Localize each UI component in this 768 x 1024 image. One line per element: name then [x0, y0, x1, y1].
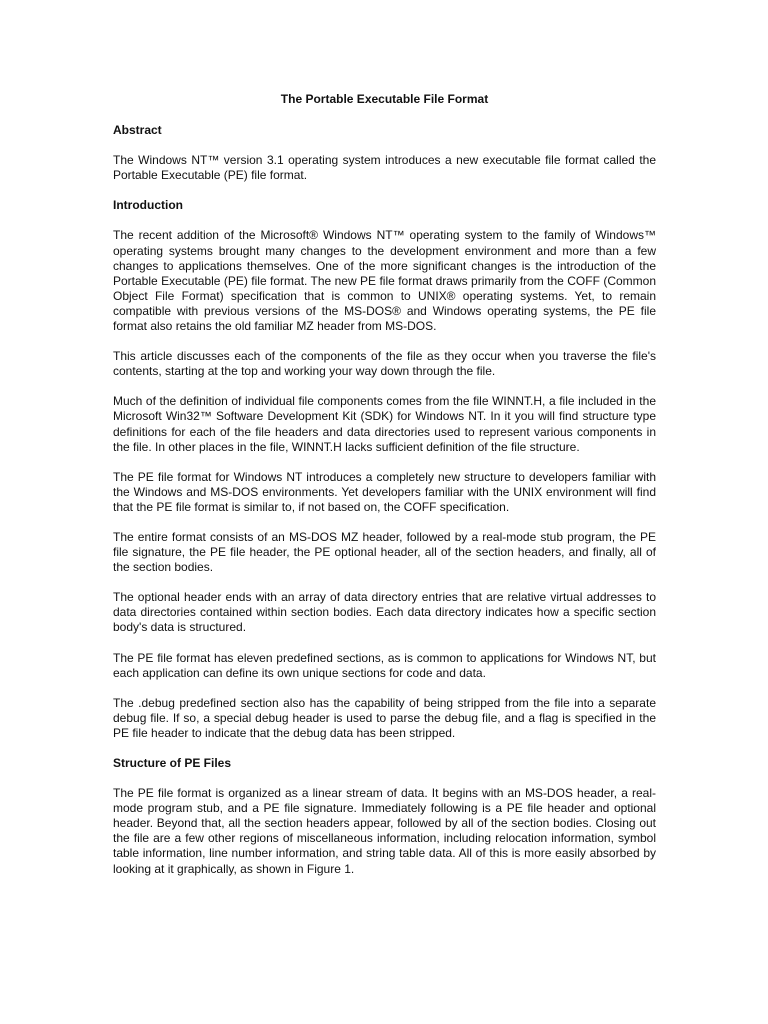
introduction-paragraph-1: The recent addition of the Microsoft® Windows NT™ operating system to the family of Windows™ operating systems brought many changes to the development environment and more than a few changes to applications themselves. One of the more significant changes is the introduction of the Portable Executable (PE) file format. The new PE file format draws primarily from the COFF (Common Object File Format) specification that is common to UNIX® operating systems. Yet, to remain compatible with previous versions of the MS-DOS® and Windows operating systems, the PE file format also retains the old familiar MZ header from MS-DOS. [113, 228, 656, 334]
structure-heading: Structure of PE Files [113, 756, 232, 770]
structure-paragraph: The PE file format is organized as a linear stream of data. It begins with an MS-DOS header, a real-mode program stub, and a PE file signature. Immediately following is a PE file header and optional header. Beyond that, all the section headers appear, followed by all of the section bodies. Closing out the file are a few other regions of miscellaneous information, including relocation information, symbol table information, line number information, and string table data. All of this is more easily absorbed by looking at it graphically, as shown in Figure 1. [113, 786, 656, 876]
introduction-paragraph-5: The entire format consists of an MS-DOS MZ header, followed by a real-mode stub program, the PE file signature, the PE file header, the PE optional header, all of the section headers, and finally, all of the section bodies. [113, 529, 656, 575]
introduction-paragraph-7: The PE file format has eleven predefined sections, as is common to applications for Windows NT, but each application can define its own unique sections for code and data. [113, 650, 656, 680]
introduction-paragraph-6: The optional header ends with an array of data directory entries that are relative virtual addresses to data directories contained within section bodies. Each data directory indicates how a specific section body's data is structured. [113, 590, 656, 635]
abstract-paragraph: The Windows NT™ version 3.1 operating system introduces a new executable file format called the Portable Executable (PE) file format. [113, 153, 656, 183]
introduction-heading: Introduction [113, 198, 183, 213]
document-title: The Portable Executable File Format [280, 92, 489, 106]
introduction-paragraph-2: This article discusses each of the components of the file as they occur when you traverse the file's contents, starting at the top and working your way down through the file. [113, 349, 656, 379]
introduction-paragraph-4: The PE file format for Windows NT introduces a completely new structure to developers familiar with the Windows and MS-DOS environments. Yet developers familiar with the UNIX environment will find that the PE file format is similar to, if not based on, the COFF specification. [113, 469, 656, 514]
abstract-heading: Abstract [113, 123, 162, 138]
document-page [113, 92, 656, 877]
introduction-paragraph-3: Much of the definition of individual file components comes from the file WINNT.H, a file included in the Microsoft Win32™ Software Development Kit (SDK) for Windows NT. In it you will find structure type definitions for each of the file headers and data directories used to represent various components in the file. In other places in the file, WINNT.H lacks sufficient definition of the file structure. [113, 394, 656, 454]
introduction-paragraph-8: The .debug predefined section also has the capability of being stripped from the file into a separate debug file. If so, a special debug header is used to parse the debug file, and a flag is specified in the PE file header to indicate that the debug data has been stripped. [113, 695, 656, 740]
